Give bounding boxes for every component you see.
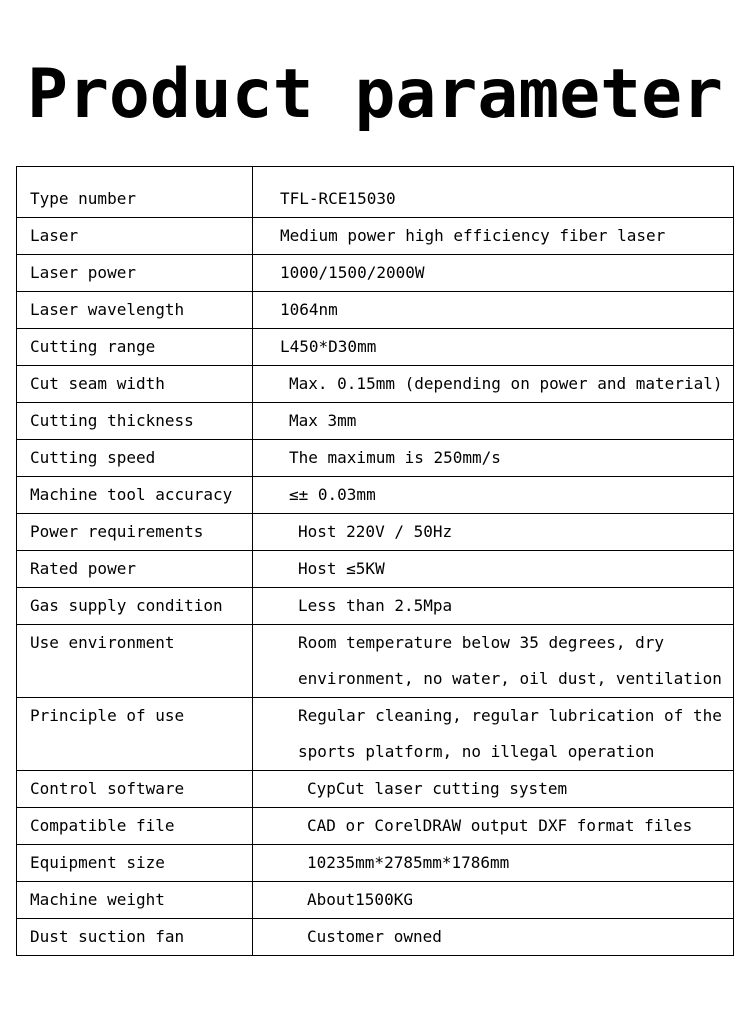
table-row — [17, 882, 734, 919]
table-row — [17, 477, 734, 514]
row-value: 1000/1500/2000W — [253, 255, 734, 292]
row-label: Equipment size — [17, 845, 253, 882]
row-value-line: sports platform, no illegal operation — [298, 742, 655, 761]
row-value — [253, 625, 734, 698]
row-value: Max. 0.15mm (depending on power and material) — [253, 366, 734, 403]
row-value: TFL-RCE15030 — [253, 167, 734, 218]
row-value: CypCut laser cutting system — [253, 771, 734, 808]
row-label: Cutting thickness — [17, 403, 253, 440]
row-label: Compatible file — [17, 808, 253, 845]
table-row — [17, 771, 734, 808]
table-row — [17, 845, 734, 882]
row-label: Machine tool accuracy — [17, 477, 253, 514]
table-row — [17, 588, 734, 625]
table-row — [17, 329, 734, 366]
row-value-line: Room temperature below 35 degrees, dry — [298, 633, 665, 652]
row-value: 1064nm — [253, 292, 734, 329]
table-row — [17, 292, 734, 329]
row-value: About1500KG — [253, 882, 734, 919]
row-label: Type number — [17, 167, 253, 218]
table-row — [17, 698, 734, 771]
row-label: Power requirements — [17, 514, 253, 551]
row-label: Dust suction fan — [17, 919, 253, 956]
row-value: Host 220V / 50Hz — [253, 514, 734, 551]
row-value: Less than 2.5Mpa — [253, 588, 734, 625]
row-value: L450*D30mm — [253, 329, 734, 366]
row-label: Cut seam width — [17, 366, 253, 403]
row-label: Control software — [17, 771, 253, 808]
row-value: The maximum is 250mm/s — [253, 440, 734, 477]
row-value — [253, 698, 734, 771]
row-label: Laser power — [17, 255, 253, 292]
row-value-line: Regular cleaning, regular lubrication of the — [298, 706, 722, 725]
row-label: Cutting speed — [17, 440, 253, 477]
table-row — [17, 514, 734, 551]
row-label: Machine weight — [17, 882, 253, 919]
table-row — [17, 218, 734, 255]
row-value: Max 3mm — [253, 403, 734, 440]
row-label: Use environment — [17, 625, 253, 698]
row-value: Customer owned — [253, 919, 734, 956]
parameter-table — [16, 166, 734, 956]
row-label: Cutting range — [17, 329, 253, 366]
row-label: Laser — [17, 218, 253, 255]
page-title: Product parameter — [27, 55, 723, 134]
table-row — [17, 255, 734, 292]
table-row — [17, 403, 734, 440]
table-row — [17, 366, 734, 403]
row-label: Laser wavelength — [17, 292, 253, 329]
row-value: Host ≤5KW — [253, 551, 734, 588]
table-row — [17, 167, 734, 218]
table-row — [17, 808, 734, 845]
table-row — [17, 551, 734, 588]
row-value: 10235mm*2785mm*1786mm — [253, 845, 734, 882]
row-value: ≤± 0.03mm — [253, 477, 734, 514]
table-row — [17, 919, 734, 956]
table-row — [17, 440, 734, 477]
table-row — [17, 625, 734, 698]
row-label: Rated power — [17, 551, 253, 588]
row-label: Principle of use — [17, 698, 253, 771]
row-value: Medium power high efficiency fiber laser — [253, 218, 734, 255]
row-value-line: environment, no water, oil dust, ventilation — [298, 669, 722, 688]
row-label: Gas supply condition — [17, 588, 253, 625]
row-value: CAD or CorelDRAW output DXF format files — [253, 808, 734, 845]
